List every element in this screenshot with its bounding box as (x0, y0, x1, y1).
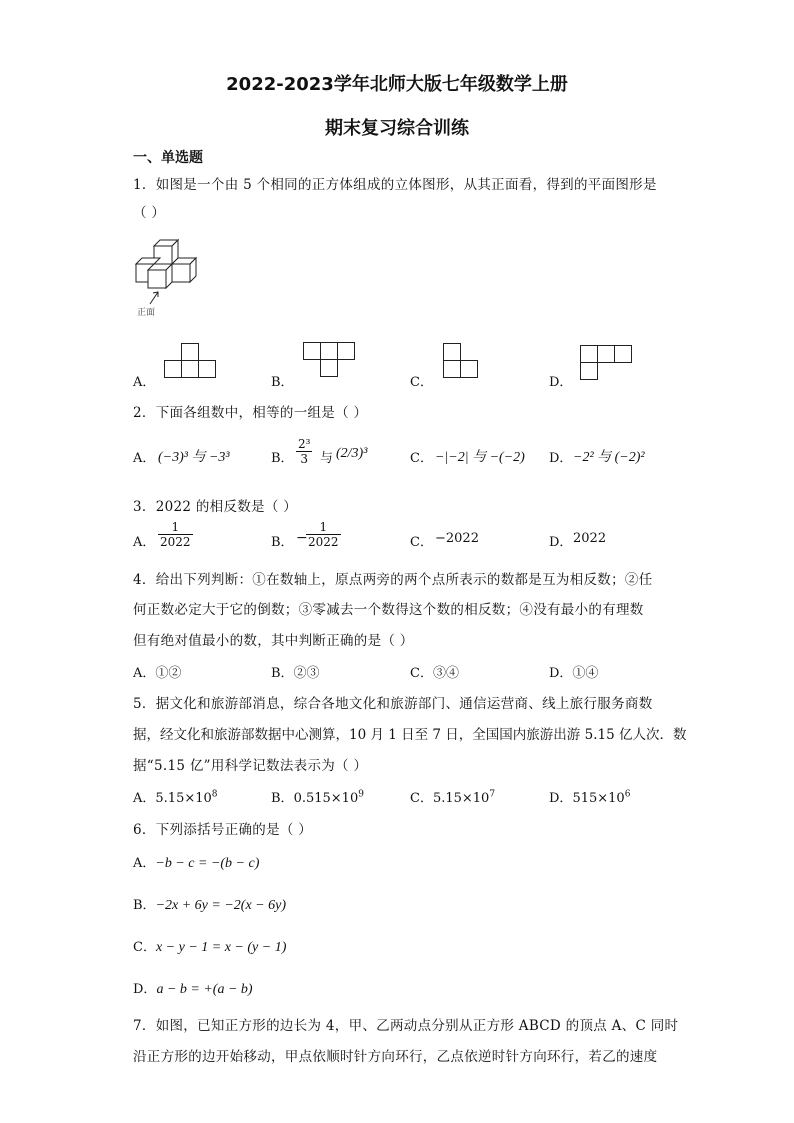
question-number: 4． (133, 572, 156, 588)
option-a-figure (163, 342, 219, 380)
question-5-line-3: 据“5.15 亿”用科学记数法表示为（ ） (133, 758, 368, 774)
question-4-line-3: 但有绝对值最小的数，其中判断正确的是（ ） (133, 633, 414, 649)
option-d-label: D． (549, 451, 573, 466)
question-7-line-2: 沿正方形的边开始移动，甲点依顺时针方向环行，乙点依逆时针方向环行，若乙的速度 (133, 1049, 658, 1065)
option-d-label: D． (549, 375, 573, 390)
question-7-line-1: 7．如图，已知正方形的边长为 4，甲、乙两动点分别从正方形 ABCD 的顶点 A、C 同时 (133, 1018, 679, 1034)
option-b: B．②③ (271, 666, 320, 681)
question-5-line-1: 5．据文化和旅游部消息，综合各地文化和旅游部门、通信运营商、线上旅行服务商数 (133, 696, 653, 712)
option-c: C．③④ (410, 666, 459, 681)
option-b-label: B． (271, 535, 294, 550)
option-b: B．−2x + 6y = −2(x − 6y) (133, 898, 286, 913)
figure-caption: 正面 (137, 308, 156, 318)
option-d-expression: −2² 与 (−2)² (573, 450, 645, 465)
document-subtitle: 期末复习综合训练 (325, 118, 469, 139)
question-number: 6． (133, 822, 156, 838)
option-d-figure (579, 344, 635, 382)
question-1-bracket: （ ） (133, 205, 166, 221)
option-c: C．x − y − 1 = x − (y − 1) (133, 940, 287, 955)
option-c-expression: −|−2| 与 −(−2) (435, 450, 525, 465)
option-a-label: A． (133, 375, 156, 390)
option-b-figure (302, 341, 358, 379)
question-number: 1． (133, 177, 156, 193)
question-text: 下面各组数中，相等的一组是（ ） (155, 405, 368, 421)
option-d: D．$515\times 10^6$ (549, 789, 631, 806)
option-b-label: B． (271, 375, 294, 390)
option-a: A．①② (133, 666, 182, 681)
question-text: 2022 的相反数是（ ） (155, 499, 298, 515)
option-d: D．①④ (549, 666, 599, 681)
option-c-label: C． (410, 535, 433, 550)
question-number: 7． (133, 1018, 156, 1034)
option-b-expression: (2/3)³ (336, 446, 368, 461)
question-3 (133, 495, 297, 515)
document-title: 2022-2023学年北师大版七年级数学上册 (226, 74, 568, 95)
option-a-fraction: $\frac{1}{2022}$ (160, 520, 191, 549)
question-number: 2． (133, 405, 156, 421)
question-text: 下列添括号正确的是（ ） (155, 822, 313, 838)
option-b-fraction: $\frac{1}{2022}$ (308, 520, 339, 549)
option-a: A．−b − c = −(b − c) (133, 856, 260, 871)
option-c-value: −2022 (435, 531, 479, 546)
question-1 (133, 173, 657, 193)
option-c-label: C． (410, 375, 433, 390)
option-a-label: A． (133, 451, 156, 466)
section-heading: 一、单选题 (133, 150, 203, 166)
question-number: 5． (133, 696, 156, 712)
question-number: 3． (133, 499, 156, 515)
option-c-label: C． (410, 451, 433, 466)
option-c: C．$5.15\times 10^7$ (410, 789, 496, 806)
option-b-sign: − (296, 530, 308, 546)
option-d-label: D． (549, 535, 573, 550)
option-a-expression: (−3)³ 与 −3³ (158, 450, 230, 465)
option-d: D．a − b = +(a − b) (133, 982, 253, 997)
option-a: A．$5.15\times 10^8$ (133, 789, 218, 806)
question-6 (133, 818, 312, 838)
question-4-line-1: 4．给出下列判断：①在数轴上，原点两旁的两个点所表示的数都是互为相反数；②任 (133, 572, 653, 588)
question-5-line-2: 据，经文化和旅游部数据中心测算，10 月 1 日至 7 日，全国国内旅游出游 5.15 亿人次．数 (133, 727, 687, 743)
option-d-value: 2022 (573, 531, 607, 546)
option-a-label: A． (133, 535, 156, 550)
option-b-connector: 与 (320, 451, 334, 466)
option-c-figure (442, 342, 482, 380)
option-b: B．$0.515\times 10^9$ (271, 789, 364, 806)
option-b-fraction: $\frac{\text{2³}}{3}$ (298, 437, 311, 466)
question-2 (133, 401, 367, 421)
question-text: 如图是一个由 5 个相同的正方体组成的立体图形，从其正面看，得到的平面图形是 (155, 177, 657, 193)
option-b-label: B． (271, 451, 294, 466)
question-4-line-2: 何正数必定大于它的倒数；③零减去一个数得这个数的相反数；④没有最小的有理数 (133, 602, 644, 618)
